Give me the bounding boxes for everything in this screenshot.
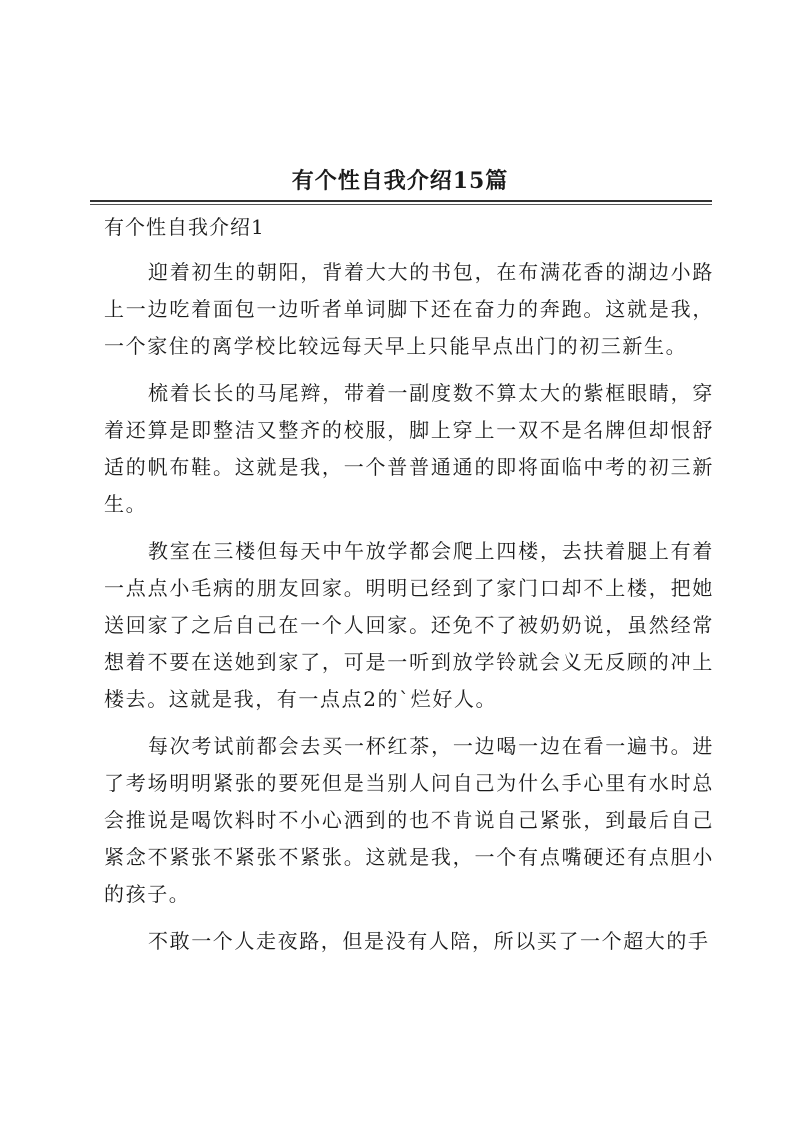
paragraph: 教室在三楼但每天中午放学都会爬上四楼，去扶着腿上有着一点点小毛病的朋友回家。明明已经到了家门口却不上楼，把她送回家了之后自己在一个人回家。还免不了被奶奶说，虽然经常想着不要在送她到家了，可是一听到放学铃就会义无反顾的冲上楼去。这就是我，有一点点2的`烂好人。	[104, 539, 714, 711]
paragraph: 不敢一个人走夜路，但是没有人陪，所以买了一个超大的手	[148, 929, 710, 953]
paragraph: 每次考试前都会去买一杯红茶，一边喝一边在看一遍书。进了考场明明紧张的要死但是当别人问自己为什么手心里有水时总会推说是喝饮料时不小心洒到的也不肯说自己紧张，到最后自己紧念不紧张不紧张不紧张。这就是我，一个有点嘴硬还有点胆小的孩子。	[104, 734, 714, 906]
title-divider-thick	[90, 200, 712, 202]
document-body	[104, 254, 714, 970]
document-title: 有个性自我介绍15篇	[291, 168, 509, 194]
paragraph: 迎着初生的朝阳，背着大大的书包，在布满花香的湖边小路上一边吃着面包一边听者单词脚下还在奋力的奔跑。这就是我，一个家住的离学校比较远每天早上只能早点出门的初三新生。	[104, 260, 714, 358]
title-divider-thin	[90, 204, 712, 205]
paragraph: 梳着长长的马尾辫，带着一副度数不算太大的紫框眼睛，穿着还算是即整洁又整齐的校服，脚上穿上一双不是名牌但却恨舒适的帆布鞋。这就是我，一个普普通通的即将面临中考的初三新生。	[104, 381, 714, 516]
section-heading: 有个性自我介绍1	[104, 215, 265, 239]
